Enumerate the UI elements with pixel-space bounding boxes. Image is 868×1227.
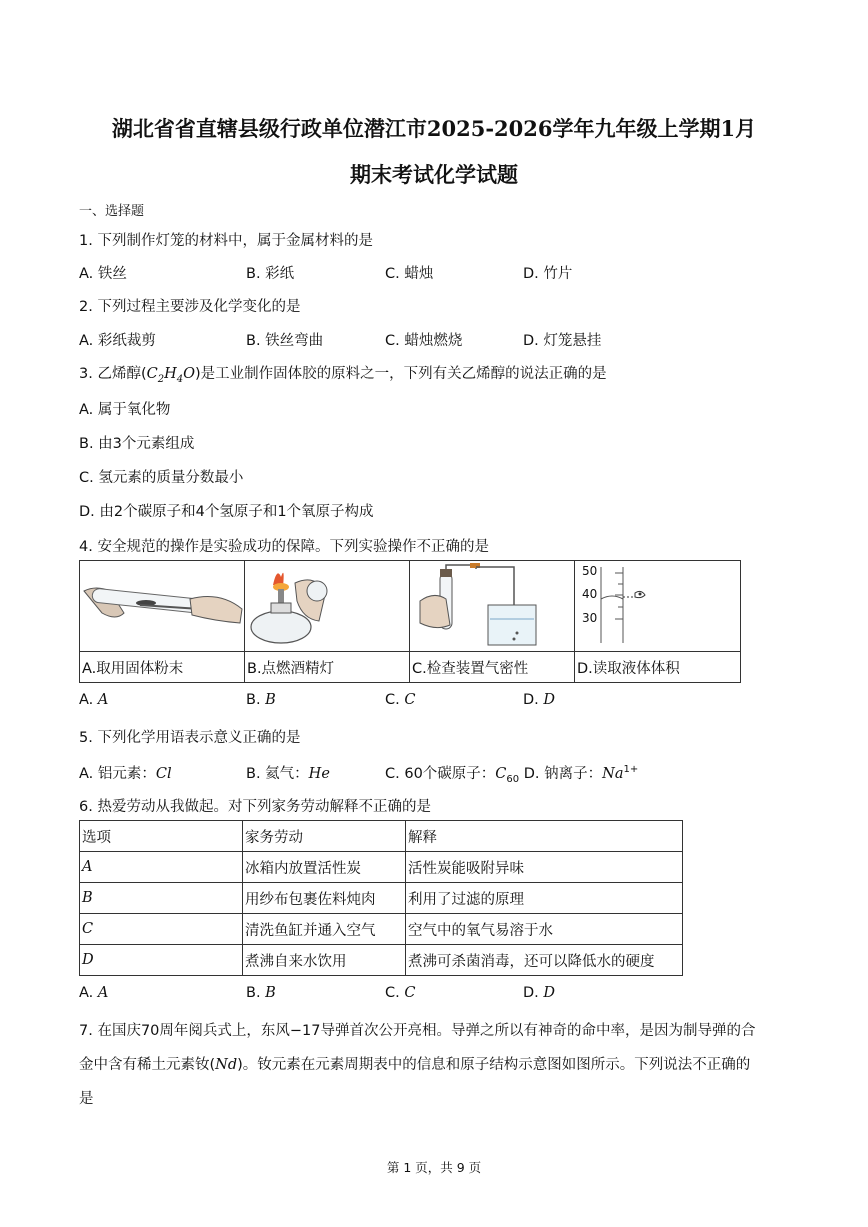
table-row [80, 852, 683, 883]
question-1-option-d: D. 竹片 [523, 266, 573, 282]
header-explanation: 解释 [406, 821, 683, 852]
question-2-option-d: D. 灯笼悬挂 [523, 333, 602, 349]
table-row [80, 883, 683, 914]
header-chore: 家务劳动 [243, 821, 406, 852]
question-1-option-c: C. 蜡烛 [385, 266, 434, 282]
question-2-stem: 2. 下列过程主要涉及化学变化的是 [79, 299, 301, 315]
question-4-answer-a: A. A [79, 692, 109, 708]
question-6-answer-d: D. D [523, 985, 556, 1001]
row-option: B [80, 883, 243, 914]
question-3-option-d: D. 由2个碳原子和4个氢原子和1个氧原子构成 [79, 504, 374, 520]
question-1-option-a: A. 铁丝 [79, 266, 127, 282]
question-6-answer-c: C. C [385, 985, 416, 1001]
question-3-option-c: C. 氢元素的质量分数最小 [79, 470, 244, 486]
figure-c-cell [410, 561, 575, 652]
cylinder-tick-50: 50 [582, 564, 598, 578]
question-7-line1: 7. 在国庆70周年阅兵式上，东风−17导弹首次公开亮相。导弹之所以有神奇的命中率，是因为制导弹的合 [79, 1023, 756, 1039]
figure-b-caption: B.点燃酒精灯 [245, 652, 410, 683]
question-4-answer-c: C. C [385, 692, 416, 708]
question-1-option-b: B. 彩纸 [246, 266, 295, 282]
question-5-option-b: B. 氦气：He [246, 766, 330, 782]
question-5-option-a: A. 铝元素：Cl [79, 766, 172, 782]
row-option: D [80, 945, 243, 976]
header-option: 选项 [80, 821, 243, 852]
figure-d-caption: D.读取液体体积 [575, 652, 741, 683]
question-3-option-b: B. 由3个元素组成 [79, 436, 195, 452]
exam-title-line1: 湖北省省直辖县级行政单位潜江市2025-2026学年九年级上学期1月 [111, 116, 757, 141]
question-7-line2: 金中含有稀土元素钕(Nd)。钕元素在元素周期表中的信息和原子结构示意图如图所示。下列说法不正确的 [79, 1057, 751, 1073]
question-4-figure-table [79, 560, 741, 683]
cylinder-tick-30: 30 [582, 611, 598, 625]
exam-title-line2: 期末考试化学试题 [350, 162, 518, 187]
question-3-option-a: A. 属于氧化物 [79, 402, 171, 418]
row-explanation: 利用了过滤的原理 [406, 883, 683, 914]
question-6-table [79, 820, 683, 976]
row-option: A [80, 852, 243, 883]
row-explanation: 空气中的氧气易溶于水 [406, 914, 683, 945]
figure-b-cell [245, 561, 410, 652]
alcohol-lamp-illustration [245, 561, 409, 651]
question-2-option-c: C. 蜡烛燃烧 [385, 333, 463, 349]
section-heading: 一、选择题 [79, 204, 145, 219]
question-2-option-a: A. 彩纸裁剪 [79, 333, 156, 349]
question-2-option-b: B. 铁丝弯曲 [246, 333, 324, 349]
question-6-answer-b: B. B [246, 985, 276, 1001]
row-chore: 冰箱内放置活性炭 [243, 852, 406, 883]
row-explanation: 活性炭能吸附异味 [406, 852, 683, 883]
question-4-stem: 4. 安全规范的操作是实验成功的保障。下列实验操作不正确的是 [79, 539, 489, 555]
table-row [80, 945, 683, 976]
graduated-cylinder-illustration [575, 561, 740, 651]
question-5-option-c: C. 60个碳原子：$C_{60}$ D. 钠离子：$Na^{1+}$ [385, 764, 639, 785]
figure-a-cell [80, 561, 245, 652]
question-5-stem: 5. 下列化学用语表示意义正确的是 [79, 730, 301, 746]
row-explanation: 煮沸可杀菌消毒，还可以降低水的硬度 [406, 945, 683, 976]
row-chore: 煮沸自来水饮用 [243, 945, 406, 976]
table-row [80, 914, 683, 945]
row-chore: 清洗鱼缸并通入空气 [243, 914, 406, 945]
question-3-stem: 3. 乙烯醇$(C_2H_4O)$是工业制作固体胶的原料之一，下列有关乙烯醇的说法正确的是 [79, 366, 607, 385]
figure-a-caption: A.取用固体粉末 [80, 652, 245, 683]
table-header-row [80, 821, 683, 852]
question-4-answer-d: D. D [523, 692, 556, 708]
figure-c-caption: C.检查装置气密性 [410, 652, 575, 683]
figure-d-cell [575, 561, 741, 652]
test-tube-powder-illustration [80, 561, 244, 651]
question-1-stem: 1. 下列制作灯笼的材料中，属于金属材料的是 [79, 233, 373, 249]
question-7-line3: 是 [79, 1091, 94, 1107]
cylinder-tick-40: 40 [582, 587, 598, 601]
row-option: C [80, 914, 243, 945]
question-6-answer-a: A. A [79, 985, 109, 1001]
page-footer: 第 1 页，共 9 页 [386, 1160, 482, 1175]
airtightness-check-illustration [410, 561, 574, 651]
question-4-answer-b: B. B [246, 692, 276, 708]
row-chore: 用纱布包裹佐料炖肉 [243, 883, 406, 914]
question-6-stem: 6. 热爱劳动从我做起。对下列家务劳动解释不正确的是 [79, 799, 431, 815]
